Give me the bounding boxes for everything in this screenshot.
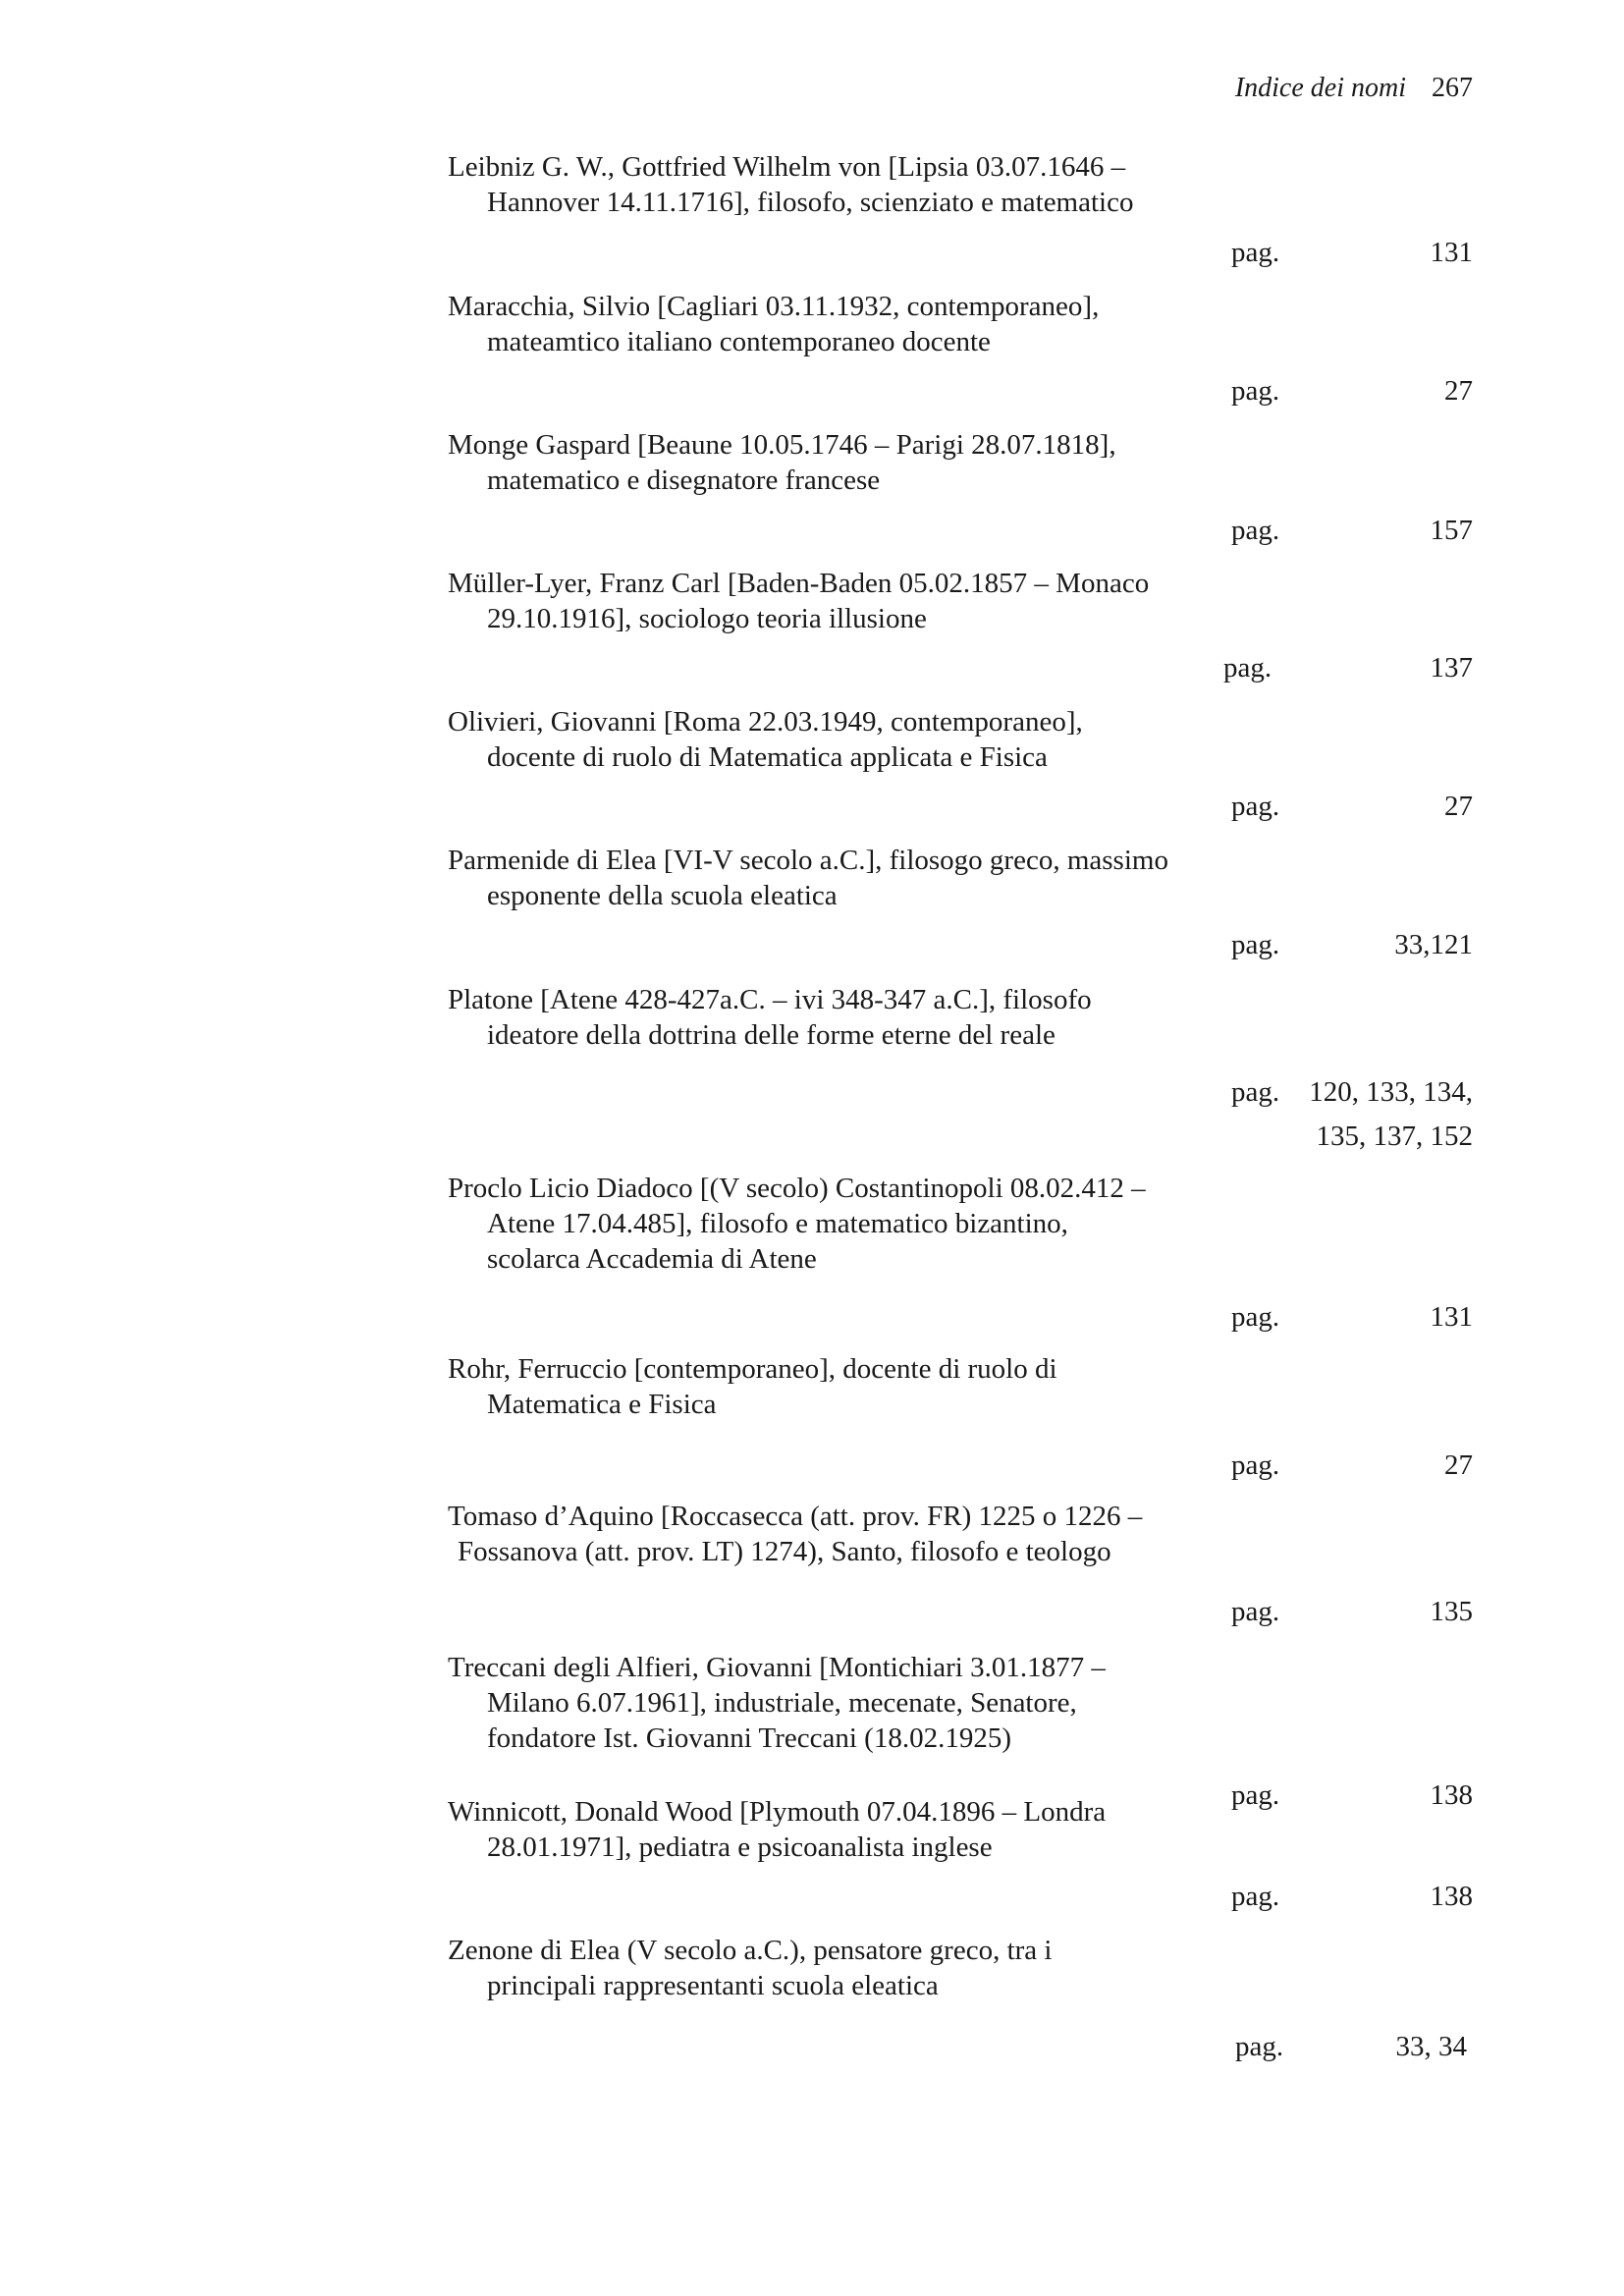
- page-numbers: [1309, 1074, 1473, 1163]
- pag-label: pag.: [1231, 791, 1280, 822]
- pag-label: pag.: [1231, 1881, 1280, 1912]
- entry-text: [448, 1171, 1214, 1277]
- entry-continuation-line: principali rappresentanti scuola eleatica: [487, 1970, 939, 2001]
- page-numbers-line: 137: [1430, 652, 1473, 683]
- page-numbers: [1431, 235, 1474, 279]
- entry-heading-line: Winnicott, Donald Wood [Plymouth 07.04.1896 – Londra: [448, 1796, 1107, 1828]
- page-numbers-line: 33,121: [1394, 929, 1473, 960]
- entry-heading-line: Treccani degli Alfieri, Giovanni [Montichiari 3.01.1877 –: [448, 1652, 1106, 1683]
- page-numbers-line: 131: [1430, 1301, 1473, 1333]
- page-reference: [1178, 235, 1473, 270]
- page-numbers-line: 138: [1430, 1779, 1473, 1811]
- page-numbers-line: 120, 133, 134,: [1309, 1076, 1473, 1108]
- page-reference: [1178, 2029, 1473, 2064]
- page-numbers: [1444, 789, 1473, 833]
- pag-label: pag.: [1231, 375, 1280, 407]
- page-reference: [1178, 1879, 1473, 1914]
- page-reference: [1178, 650, 1473, 685]
- entry-continuation-line: Matematica e Fisica: [487, 1389, 717, 1420]
- page-numbers: [1431, 1299, 1474, 1343]
- page-numbers: [1396, 2029, 1468, 2073]
- page-numbers: [1431, 513, 1474, 557]
- entry-text: [448, 427, 1214, 498]
- entry-continuation-line: Hannover 14.11.1716], filosofo, scienziato e matematico: [487, 187, 1134, 218]
- page-reference: [1178, 1777, 1473, 1813]
- running-title: Indice dei nomi: [1234, 73, 1406, 103]
- entry-continuation-line: Atene 17.04.485], filosofo e matematico bizantino,: [487, 1208, 1068, 1239]
- entry-continuation-line: 28.01.1971], pediatra e psicoanalista inglese: [487, 1831, 993, 1863]
- pag-label: pag.: [1231, 1301, 1280, 1333]
- entry-text: [448, 982, 1214, 1053]
- entry-continuation-line: fondatore Ist. Giovanni Treccani (18.02.1925): [487, 1722, 1011, 1754]
- entry-text: [448, 149, 1214, 220]
- entry-text: [448, 1933, 1214, 2003]
- entry-heading-line: Tomaso d’Aquino [Roccasecca (att. prov. FR) 1225 o 1226 –: [448, 1501, 1143, 1532]
- pag-label: pag.: [1231, 515, 1280, 546]
- pag-label: pag.: [1231, 1596, 1280, 1627]
- entry-text: [448, 1499, 1214, 1569]
- page-numbers-line: 138: [1430, 1881, 1473, 1912]
- page-number: 267: [1432, 73, 1473, 103]
- page-numbers-line: 135, 137, 152: [1316, 1121, 1473, 1152]
- entry-heading-line: Leibniz G. W., Gottfried Wilhelm von [Lipsia 03.07.1646 –: [448, 151, 1126, 183]
- entry-heading-line: Müller-Lyer, Franz Carl [Baden-Baden 05.02.1857 – Monaco: [448, 568, 1150, 599]
- page-numbers-line: 131: [1430, 237, 1473, 268]
- pag-label: pag.: [1231, 1449, 1280, 1481]
- entry-text: [448, 704, 1214, 775]
- page-reference: [1178, 789, 1473, 824]
- page-numbers: [1394, 927, 1473, 971]
- pag-label: pag.: [1235, 2031, 1284, 2062]
- entry-heading-line: Parmenide di Elea [VI-V secolo a.C.], filosogo greco, massimo: [448, 845, 1168, 876]
- entry-heading-line: Platone [Atene 428-427a.C. – ivi 348-347 a.C.], filosofo: [448, 984, 1092, 1015]
- entry-heading-line: Proclo Licio Diadoco [(V secolo) Costantinopoli 08.02.412 –: [448, 1173, 1146, 1204]
- page-reference: [1178, 927, 1473, 962]
- pag-label: pag.: [1231, 1076, 1280, 1108]
- pag-label: pag.: [1223, 652, 1272, 683]
- page-numbers: [1431, 1879, 1474, 1923]
- entry-text: [448, 1794, 1214, 1865]
- entry-text: [448, 1351, 1214, 1422]
- entry-continuation-line: scolarca Accademia di Atene: [487, 1243, 817, 1275]
- entry-heading-line: Zenone di Elea (V secolo a.C.), pensatore greco, tra i: [448, 1935, 1053, 1966]
- entry-continuation-line: docente di ruolo di Matematica applicata e Fisica: [487, 741, 1048, 773]
- entry-continuation-line: matematico e disegnatore francese: [487, 465, 881, 496]
- page-numbers: [1431, 1777, 1474, 1822]
- entry-heading-line: Monge Gaspard [Beaune 10.05.1746 – Parigi 28.07.1818],: [448, 429, 1116, 461]
- entry-continuation-line: Fossanova (att. prov. LT) 1274), Santo, filosofo e teologo: [458, 1536, 1111, 1567]
- entry-heading-line: Maracchia, Silvio [Cagliari 03.11.1932, contemporaneo],: [448, 291, 1100, 322]
- page-numbers: [1431, 1594, 1474, 1638]
- entry-text: [448, 843, 1214, 913]
- pag-label: pag.: [1231, 1779, 1280, 1811]
- page-reference: [1178, 1448, 1473, 1483]
- page-numbers-line: 27: [1444, 791, 1473, 822]
- page-numbers-line: 157: [1430, 515, 1473, 546]
- entry-heading-line: Olivieri, Giovanni [Roma 22.03.1949, contemporaneo],: [448, 706, 1083, 738]
- page-numbers: [1444, 1448, 1473, 1492]
- entry-text: [448, 1650, 1214, 1756]
- entry-continuation-line: ideatore della dottrina delle forme eterne del reale: [487, 1019, 1056, 1051]
- entry-heading-line: Rohr, Ferruccio [contemporaneo], docente di ruolo di: [448, 1353, 1057, 1385]
- entry-text: [448, 566, 1214, 636]
- page-numbers-line: 27: [1444, 1449, 1473, 1481]
- page-reference: [1178, 1594, 1473, 1629]
- pag-label: pag.: [1231, 929, 1280, 960]
- entry-continuation-line: mateamtico italiano contemporaneo docente: [487, 326, 991, 357]
- entry-continuation-line: 29.10.1916], sociologo teoria illusione: [487, 603, 927, 634]
- page-reference: [1178, 1074, 1473, 1152]
- page-reference: [1178, 373, 1473, 409]
- running-head: [1235, 71, 1473, 106]
- entry-continuation-line: Milano 6.07.1961], industriale, mecenate, Senatore,: [487, 1687, 1077, 1719]
- page-reference: [1178, 513, 1473, 548]
- page-numbers: [1444, 373, 1473, 417]
- entry-continuation-line: esponente della scuola eleatica: [487, 880, 838, 911]
- page-numbers-line: 33, 34: [1395, 2031, 1467, 2062]
- page-numbers-line: 135: [1430, 1596, 1473, 1627]
- page-numbers: [1431, 650, 1474, 694]
- page-numbers-line: 27: [1444, 375, 1473, 407]
- entry-text: [448, 289, 1214, 359]
- pag-label: pag.: [1231, 237, 1280, 268]
- page-reference: [1178, 1299, 1473, 1335]
